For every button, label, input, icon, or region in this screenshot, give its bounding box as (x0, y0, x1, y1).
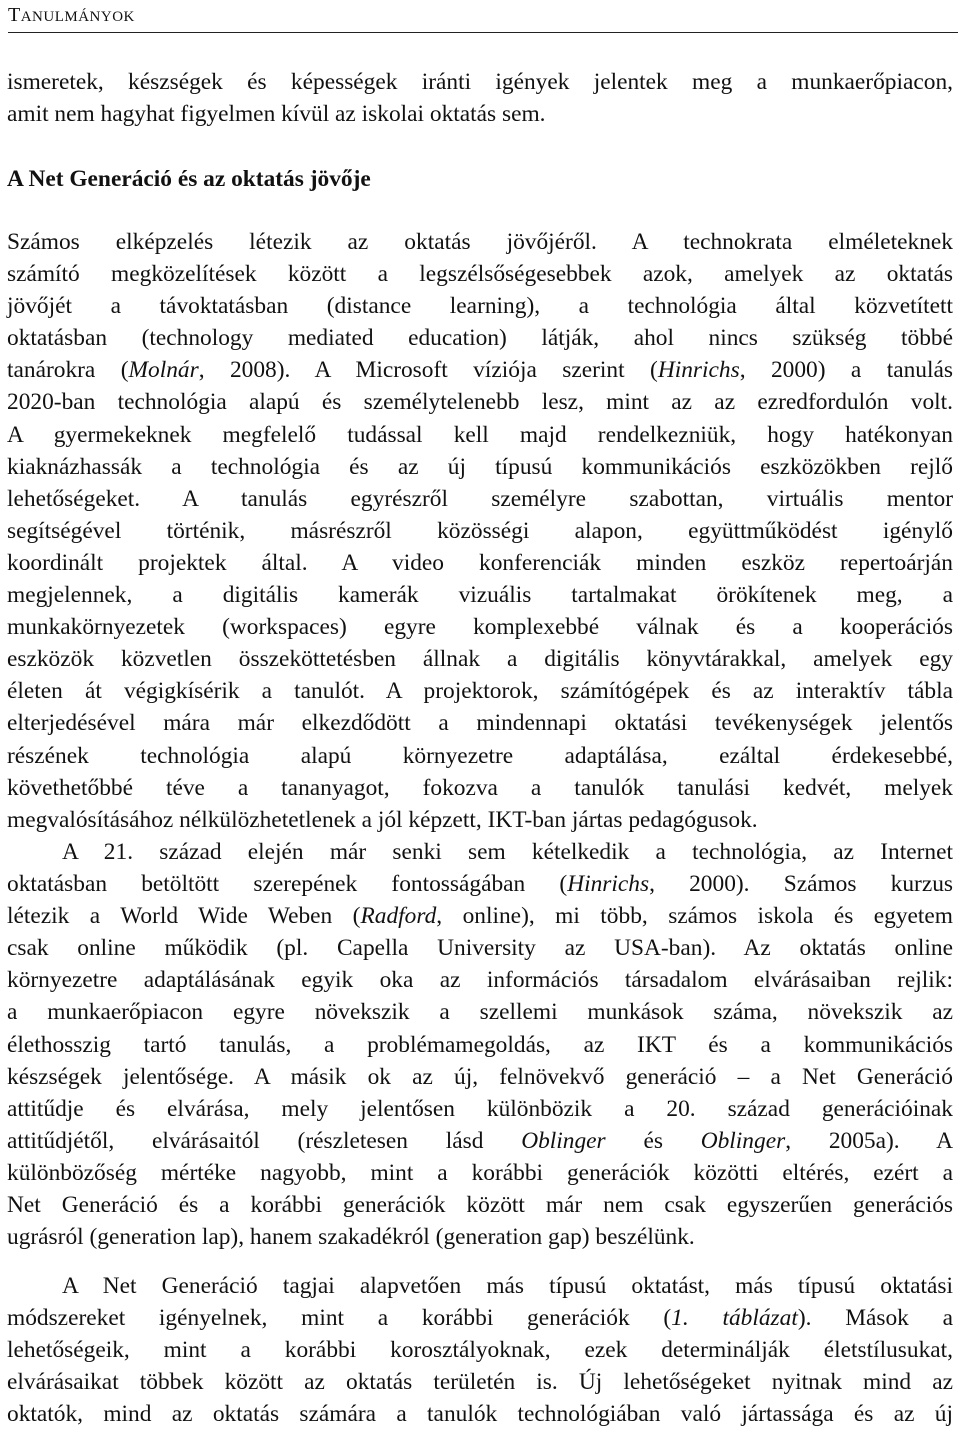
text-line: részének technológia alapú környezetre adaptálása, ezáltal érdekesebbé, (7, 742, 953, 769)
text-line: kiaknázhassák a technológia és az új típusú kommunikációs eszközökben rejlő (7, 453, 953, 480)
citation-author: Hinrichs (657, 357, 740, 384)
text-line: elterjedésével mára már elkezdődött a mindennapi oktatási tevékenységek jelentős (7, 710, 953, 737)
text-line: ismeretek, készségek és képességek iránti igények jelentek meg a munkaerőpiacon, (7, 69, 953, 95)
text-run: oktatásban betöltött szerepének fontosságában ( (7, 871, 568, 898)
text-line: oktatók, mind az oktatás számára a tanulók technológiában való jártassága és az új (7, 1401, 953, 1428)
text-line-with-citation (7, 868, 953, 900)
text-line: A 21. század elején már senki sem kételkedik a technológia, az Internet (62, 839, 953, 865)
text-line: oktatásban (technology mediated education) látják, ahol nincs szükség többé (7, 325, 953, 352)
text-line: attitűdje és elvárása, mely jelentősen különbözik a 20. század generációinak (7, 1095, 953, 1122)
section-heading: A Net Generáció és az oktatás jövője (7, 166, 371, 192)
table-reference: 1. táblázat (671, 1305, 798, 1332)
text-line: munkakörnyezetek (workspaces) egyre komplexebbé válnak és a kooperációs (7, 614, 953, 641)
text-line: elvárásaikat többek között az oktatás területén is. Új lehetőségeket nyitnak mind az (7, 1369, 953, 1396)
citation-author: Radford (360, 903, 437, 930)
text-line-with-citation (7, 1302, 953, 1334)
text-line: számító megközelítések között a legszélsőségesebbek azok, amelyek az oktatás (7, 261, 953, 288)
citation-author: Oblinger (521, 1127, 606, 1154)
text-line-with-citation (7, 1125, 953, 1157)
text-run: módszereket igényelnek, mint a korábbi generációk ( (7, 1305, 672, 1332)
text-run: , 2000). Számos kurzus (649, 871, 954, 898)
text-line: megjelennek, a digitális kamerák vizuális tartalmakat örökítenek meg, a (7, 582, 953, 609)
text-line: ugrásról (generation lap), hanem szakadékról (generation gap) beszélünk. (7, 1224, 695, 1251)
text-line: Net Generáció és a korábbi generációk között már nem csak egyszerűen generációs (7, 1192, 953, 1219)
text-line: lehetőségeik, mint a korábbi korosztályoknak, ezek determinálják életstílusukat, (7, 1337, 953, 1364)
running-head-initial: T (8, 4, 21, 26)
text-run: attitűdjétől, elvárásaitól (részletesen lásd (7, 1127, 522, 1154)
running-head-rest: ANULMÁNYOK (20, 9, 135, 25)
text-line: különbözőség mértéke nagyobb, mint a korábbi generációk közötti eltérés, ezért a (7, 1159, 953, 1186)
intro-paragraph (7, 66, 953, 130)
text-line: csak online működik (pl. Capella University az USA-ban). Az oktatás online (7, 935, 953, 962)
text-line: koordinált projektek által. A video konferenciák minden eszköz repertoárján (7, 549, 953, 576)
text-run: létezik a World Wide Weben ( (7, 903, 361, 930)
text-line: A Net Generáció tagjai alapvetően más típusú oktatást, más típusú oktatási (62, 1273, 953, 1299)
text-line-with-citation (7, 900, 953, 932)
text-line: A gyermekeknek megfelelő tudással kell majd rendelkezniük, hogy hatékonyan (7, 421, 953, 448)
citation-author: Molnár (128, 357, 199, 384)
text-run: tanárokra ( (7, 357, 129, 384)
text-run: és (605, 1127, 701, 1154)
paragraph-1 (7, 226, 953, 836)
text-line: lehetőségeket. A tanulás egyrészről személyre szabottan, virtuális mentor (7, 485, 953, 512)
citation-author: Oblinger (700, 1127, 786, 1154)
text-line: jövőjét a távoktatásban (distance learning), a technológia által közvetített (7, 293, 953, 320)
paragraph-3 (7, 1270, 953, 1430)
text-run: ). Mások a (797, 1305, 953, 1332)
text-line: a munkaerőpiacon egyre növekszik a szellemi munkások száma, növekszik az (7, 999, 953, 1026)
text-line: készségek jelentősége. A másik ok az új, felnövekvő generáció – a Net Generáció (7, 1063, 953, 1090)
text-line: 2020-ban technológia alapú és személytelenebb lesz, mint az az ezredfordulón volt. (7, 389, 953, 416)
text-run: , online), mi több, számos iskola és egyetem (436, 903, 954, 930)
text-line: eszközök közvetlen összeköttetésben állnak a digitális könyvtárakkal, amelyek egy (7, 646, 953, 673)
text-line-with-citation (7, 354, 953, 386)
text-run: , 2008). A Microsoft víziója szerint ( (198, 357, 658, 384)
citation-author: Hinrichs (567, 871, 650, 898)
text-line: amit nem hagyhat figyelmen kívül az iskolai oktatás sem. (7, 101, 546, 128)
text-line: Számos elképzelés létezik az oktatás jövőjéről. A technokrata elméleteknek (7, 229, 953, 255)
running-head (8, 2, 958, 33)
paragraph-2 (7, 836, 953, 1253)
text-run: , 2000) a tanulás (739, 357, 953, 384)
text-line: megvalósításához nélkülözhetetlenek a jól képzett, IKT-ban jártas pedagógusok. (7, 806, 758, 833)
text-line: életen át végigkísérik a tanulót. A projektorok, számítógépek és az interaktív tábla (7, 678, 953, 705)
text-line: segítségével történik, másrészről közösségi alapon, együttműködést igénylő (7, 517, 953, 544)
text-line: élethosszig tartó tanulás, a problémamegoldás, az IKT és a kommunikációs (7, 1031, 953, 1058)
text-line: környezetre adaptálásának egyik oka az információs társadalom elvárásaiban rejlik: (7, 967, 953, 994)
text-run: , 2005a). A (785, 1127, 953, 1154)
text-line: követhetőbbé téve a tananyagot, fokozva a tanulók tanulási kedvét, melyek (7, 774, 953, 801)
